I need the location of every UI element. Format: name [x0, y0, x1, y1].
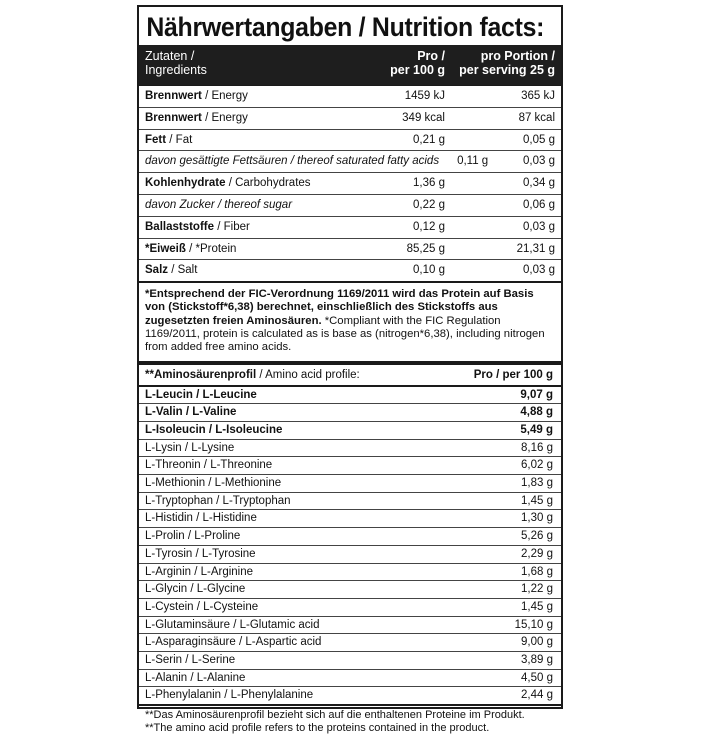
- table-row: *Eiweiß / *Protein 85,25 g 21,31 g: [139, 239, 561, 261]
- table-row: L-Histidin / L-Histidine 1,30 g: [139, 510, 561, 528]
- table-row: L-Tryptophan / L-Tryptophan 1,45 g: [139, 493, 561, 511]
- table-row: L-Glutaminsäure / L-Glutamic acid 15,10 g: [139, 617, 561, 635]
- table-row: L-Alanin / L-Alanine 4,50 g: [139, 670, 561, 688]
- table-row: L-Isoleucin / L-Isoleucine 5,49 g: [139, 422, 561, 440]
- table-row: Ballaststoffe / Fiber 0,12 g 0,03 g: [139, 217, 561, 239]
- protein-footnote: *Entsprechend der FIC-Verordnung 1169/2011 wird das Protein auf Basis von (Stickstoff*6,38) berechnet, einschließlich des Stickstoffs aus zugesetzten freien Aminosäuren. *Compliant with the FIC Regulation 1169/2011, protein is calculated as is base as (nitrogen*6,38), including nitrogen from added free amino acids.: [139, 281, 561, 360]
- table-row: L-Arginin / L-Arginine 1,68 g: [139, 564, 561, 582]
- table-row: L-Asparaginsäure / L-Aspartic acid 9,00 g: [139, 634, 561, 652]
- table-row: L-Glycin / L-Glycine 1,22 g: [139, 581, 561, 599]
- table-row: L-Methionin / L-Methionine 1,83 g: [139, 475, 561, 493]
- table-row: L-Leucin / L-Leucine 9,07 g: [139, 387, 561, 405]
- table-row: L-Valin / L-Valine 4,88 g: [139, 404, 561, 422]
- table-row: Kohlenhydrate / Carbohydrates 1,36 g 0,34 g: [139, 173, 561, 195]
- table-row: L-Tyrosin / L-Tyrosine 2,29 g: [139, 546, 561, 564]
- header-ingredients: Zutaten / Ingredients: [145, 49, 207, 77]
- header-per-serving: pro Portion / per serving 25 g: [459, 49, 555, 77]
- nutrition-table: [139, 85, 561, 281]
- nutrition-facts-panel: [137, 5, 563, 735]
- table-row: L-Cystein / L-Cysteine 1,45 g: [139, 599, 561, 617]
- table-row: L-Phenylalanin / L-Phenylalanine 2,44 g: [145, 689, 553, 702]
- table-row: L-Lysin / L-Lysine 8,16 g: [139, 440, 561, 458]
- amino-acid-header: **Aminosäurenprofil / Amino acid profile: Pro / per 100 g: [139, 361, 561, 387]
- table-row: Brennwert / Energy 349 kcal 87 kcal: [139, 108, 561, 130]
- table-row: L-Prolin / L-Proline 5,26 g: [139, 528, 561, 546]
- table-row: Fett / Fat 0,21 g 0,05 g: [139, 130, 561, 152]
- table-row: davon gesättigte Fettsäuren / thereof saturated fatty acids 0,11 g 0,03 g: [139, 151, 561, 173]
- header-per-100g: Pro / per 100 g: [390, 49, 445, 77]
- table-row: Brennwert / Energy 1459 kJ 365 kJ: [139, 86, 561, 108]
- table-row: davon Zucker / thereof sugar 0,22 g 0,06 g: [139, 195, 561, 217]
- table-row: Salz / Salt 0,10 g 0,03 g: [145, 264, 555, 277]
- table-header: [139, 45, 561, 85]
- amino-acid-footnote: **Das Aminosäurenprofil bezieht sich auf die enthaltenen Proteine im Produkt. **The amino acid profile refers to the proteins contained in the product.: [139, 704, 561, 738]
- page-title: Nährwertangaben / Nutrition facts:: [146, 12, 545, 42]
- amino-acid-table: [139, 387, 561, 704]
- table-row: L-Serin / L-Serine 3,89 g: [139, 652, 561, 670]
- table-row: L-Threonin / L-Threonine 6,02 g: [139, 457, 561, 475]
